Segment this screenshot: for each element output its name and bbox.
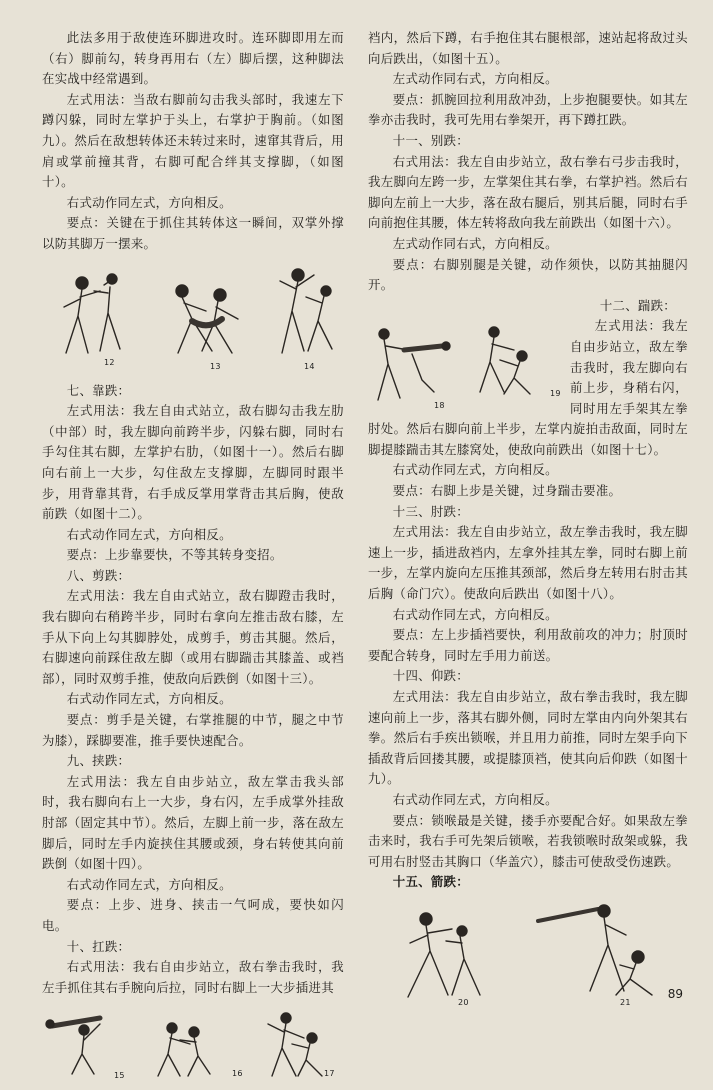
paragraph: 要点：右脚别腿是关键，动作须快，以防其抽腿闪开。 (368, 256, 688, 293)
paragraph: 左式用法：我左自由步站立，敌左掌击我头部时，我右脚向右上一大步，身右闪，左手成掌外挂敌肘部（固定其中节）。然后，左脚上前一步，落在敌左脚后，同时左手内旋挟住其腰或颈，身右转使其向前跌倒（如图十四）。 (42, 773, 344, 872)
figure-number: 19 (550, 389, 561, 399)
figure-number: 16 (232, 1069, 243, 1079)
paragraph: 要点：上步、进身、挟击一气呵成，要快如闪电。 (42, 897, 344, 933)
paragraph: 右式动作同左式，方向相反。 (66, 691, 232, 707)
paragraph: 要点：右脚上步是关键，过身踹击要准。 (392, 483, 622, 499)
figure-illustration (42, 261, 342, 373)
section-heading: 十、扛跌： (66, 938, 131, 954)
paragraph: 右式动作同左式，方向相反。 (66, 194, 232, 210)
paragraph: 右式动作同左式，方向相反。 (392, 791, 558, 807)
paragraph: 左式用法：我左自由步站立，敌左拳击我时，我左脚向右前上步，身稍右闪，同时用左手架其左拳肘处。然后右脚向前上半步，左掌内旋拍击敌面，同时左脚提膝踹击其左膝窝处，使敌向前跌出（如图十七）。 (368, 318, 688, 457)
figure-number: 20 (458, 997, 469, 1007)
figure-number: 13 (210, 361, 221, 371)
figure-number: 14 (304, 361, 315, 371)
figure-illustration (42, 1004, 342, 1082)
figure-number: 12 (104, 357, 115, 367)
page-number: 89 (667, 987, 683, 1001)
figure-number: 21 (620, 997, 631, 1007)
right-column (368, 28, 688, 1017)
paragraph: 右式动作同左式，方向相反。 (392, 606, 558, 622)
paragraph: 此法多用于敌使连环脚进攻时。连环脚即用左而（右）脚前勾，转身再用右（左）脚后摆，这种脚法在实战中经常遇到。 (42, 30, 344, 87)
section-heading: 十五、箭跌： (392, 874, 469, 890)
figure-illustration (368, 899, 688, 1009)
section-heading: 十一、别跌： (392, 132, 469, 148)
paragraph: 左式动作同右式，方向相反。 (392, 71, 558, 87)
paragraph: 裆内，然后下蹲，右手抱住其右腿根部，速站起将敌过头向后跌出，（如图十五）。 (368, 30, 688, 66)
section-heading: 十二、踹跌： (599, 297, 676, 313)
paragraph: 右式动作同左式，方向相反。 (66, 876, 232, 892)
paragraph: 要点：锁喉最是关键，搂手亦要配合好。如果敌左拳击来时，我右手可先架后锁喉，若我锁喉时敌架或躲，我可用右肘竖击其胸口（华盖穴），膝击可使敌受伤速跌。 (368, 812, 688, 869)
section-heading: 九、挟跌： (66, 753, 131, 769)
paragraph: 右式动作同左式，方向相反。 (392, 462, 558, 478)
paragraph: 左式用法：当敌右脚前勾击我头部时，我速左下蹲闪躲，同时左掌护于头上，右掌护于胸前。（如图九）。然后在敌想转体还未转过来时，速窜其背后，用肩或掌前撞其背，右脚可配合绊其支撑脚，（如图十）。 (42, 91, 344, 190)
paragraph: 左式用法：我左自由式站立，敌右脚蹬击我时，我右脚向右稍跨半步，同时右拿向左推击敌右膝，左手从下向上勾其脚脖处，成剪手，剪击其腿。然后，右脚速向前踩住敌左脚（或用右脚踹击其膝盖、或裆部），同时双剪手推，使敌向后跌倒（如图十三）。 (42, 588, 344, 686)
figure-group-18-19 (364, 320, 564, 412)
paragraph: 左式用法：我左自由步站立，敌右拳击我时，我左脚速向前上一步，落其右脚外侧，同时左掌由内向外架其右拳。然后右手疾出锁喉，并且用力前推，同时左架手向下插敌背后回搂其腰，或提膝顶裆，使其向后仰跌（如图十九）。 (368, 689, 688, 787)
paragraph: 左式动作同右式，方向相反。 (392, 235, 558, 251)
section-heading: 十四、仰跌： (392, 668, 469, 684)
figure-illustration (364, 320, 564, 412)
figure-number: 15 (114, 1071, 125, 1081)
paragraph: 左式用法：我左自由式站立，敌右脚勾击我左肋（中部）时，我左脚向前跨半步，闪躲右脚，同时右手勾住其右脚，左掌护右肋，（如图十一）。然后右脚向右前上一大步，勾住敌左支撑脚，左脚同时跟半步，用背靠其背，右手成反掌用掌背击其后胸，使敌前跌（如图十二）。 (42, 403, 344, 522)
paragraph: 左式用法：我左自由步站立，敌左拳击我时，我左脚速上一步，插进敌裆内，左拿外挂其左拳，同时右脚上前一步，左掌内旋向左压推其颈部，然后身左转用右肘击其后胸（命门穴）。使敌向后跌出（如图十八）。 (368, 524, 688, 602)
section-heading: 八、剪跌： (66, 567, 131, 583)
paragraph: 要点：关键在于抓住其转体这一瞬间，双掌外撑以防其脚万一摆来。 (42, 215, 344, 251)
paragraph: 右式用法：我左自由步站立，敌右拳右弓步击我时，我左脚向左跨一步，左掌架住其右拳，右掌护裆。然后右脚向左前上一大步，落在敌右腿后，别其后腿，同时右手向前抱住其腰，体左转将敌向我左前跌出（如图十六）。 (368, 153, 688, 231)
paragraph: 要点：剪手是关键，右掌推腿的中节，腿之中节为膝），踩脚要准，推手要快速配合。 (42, 712, 344, 748)
paragraph: 右式用法：我右自由步站立，敌右拳击我时，我左手抓住其右手腕向后拉，同时右脚上一大步插进其 (42, 959, 344, 995)
figure-number: 18 (434, 401, 445, 411)
paragraph: 要点：抓腕回拉利用敌冲劲，上步抱腿要快。如其左拳亦击我时，我可先用右拳架开，再下蹲扛跌。 (368, 91, 688, 128)
section-heading: 十三、肘跌： (392, 503, 469, 519)
figure-number: 17 (324, 1069, 335, 1079)
figure-group-15-17 (42, 1004, 344, 1082)
section-heading: 七、靠跌： (66, 382, 131, 398)
figure-group-20-21 (368, 899, 688, 1009)
figure-group-12-14 (42, 261, 344, 373)
paragraph: 要点：上步靠要快，不等其转身变招。 (66, 547, 283, 563)
paragraph: 要点：左上步插裆要快，利用敌前攻的冲力；肘顶时要配合转身，同时左手用力前送。 (368, 627, 688, 663)
left-column (42, 28, 344, 1090)
paragraph: 右式动作同左式，方向相反。 (66, 526, 232, 542)
